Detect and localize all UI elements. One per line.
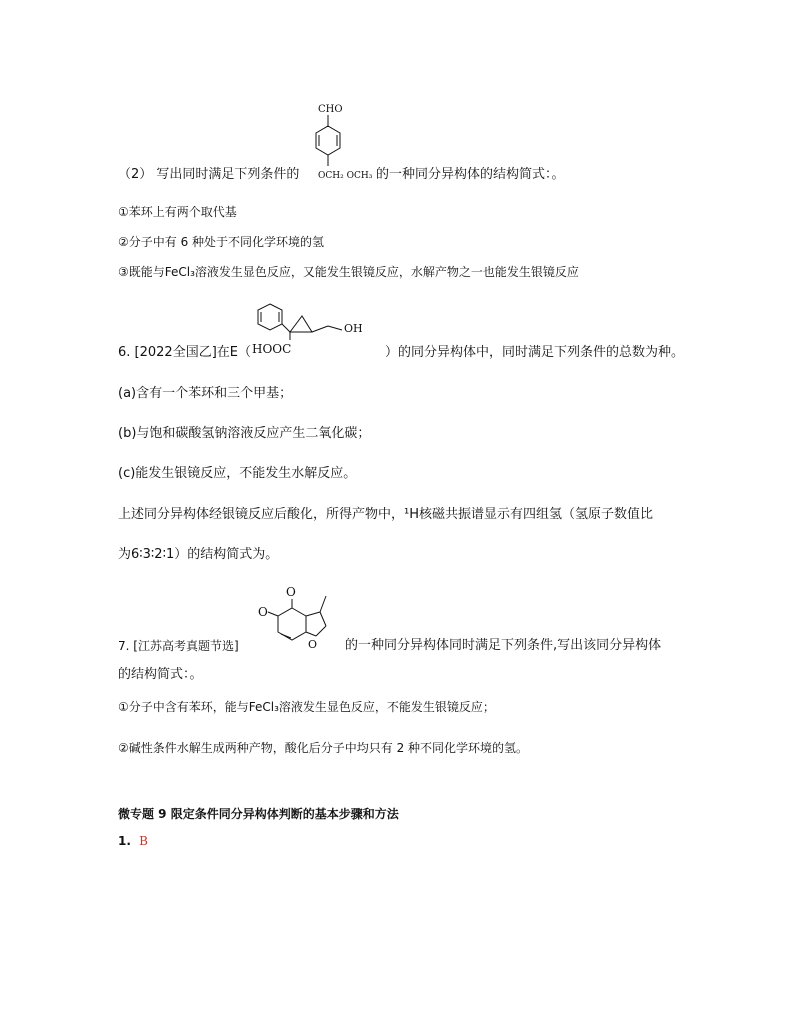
q7-condition-1: ①分子中含有苯环，能与FeCl₃溶液发生显色反应，不能发生银镜反应； [118,700,495,714]
q6-suffix: ）的同分异构体中，同时满足下列条件的总数为种。 [385,345,685,360]
q2-condition-3: ③既能与FeCl₃溶液发生显色反应，又能发生银镜反应，水解产物之一也能发生银镜反应 [118,265,579,279]
q2-prefix: （2） 写出同时满足下列条件的 [118,167,300,182]
q7-o3-label: O [308,638,318,651]
q7-prefix: 7. [江苏高考真题节选] [118,639,239,653]
q2-subs-label: OCH₂ OCH₃ [318,171,373,181]
q7-condition-2: ②碱性条件水解生成两种产物，酸化后分子中均只有 2 种不同化学环境的氢。 [118,741,529,755]
q2-condition-1: ①苯环上有两个取代基 [118,205,237,219]
q6-oh-label: OH [344,322,363,335]
q6-cooh-label: HOOC [252,342,292,356]
q6-condition-b: (b)与饱和碳酸氢钠溶液反应产生二氧化碳； [118,426,371,441]
q7-suffix: 的一种同分异构体同时满足下列条件,写出该同分异构体 [345,638,662,653]
answer-1-number: 1. [118,834,131,848]
q6-followup-1: 上述同分异构体经银镜反应后酸化，所得产物中，¹H核磁共振谱显示有四组氢（氢原子数值比 [118,507,653,522]
q7-o2-label: O [286,585,296,599]
answers-heading: 微专题 9 限定条件同分异构体判断的基本步骤和方法 [118,807,399,821]
q6-molecule-cyclopropane [252,298,382,360]
q6-prefix: 6. [2022全国乙]在E（ [118,345,251,360]
q2-suffix: 的一种同分异构体的结构简式：。 [376,167,565,182]
q6-condition-c: (c)能发生银镜反应，不能发生水解反应。 [118,466,357,481]
q2-molecule-benzaldehyde [300,98,380,188]
q2-condition-2: ②分子中有 6 种处于不同化学环境的氢 [118,235,325,249]
q7-molecule-benzofuranone [256,582,346,660]
q7-line2: 的结构简式：。 [118,667,203,682]
answer-1-value: B [139,834,148,848]
q6-followup-2: 为6∶3∶2∶1）的结构简式为。 [118,547,279,562]
q2-cho-label: CHO [318,104,343,115]
q7-o1-label: O [258,605,268,619]
q6-condition-a: (a)含有一个苯环和三个甲基； [118,386,293,401]
